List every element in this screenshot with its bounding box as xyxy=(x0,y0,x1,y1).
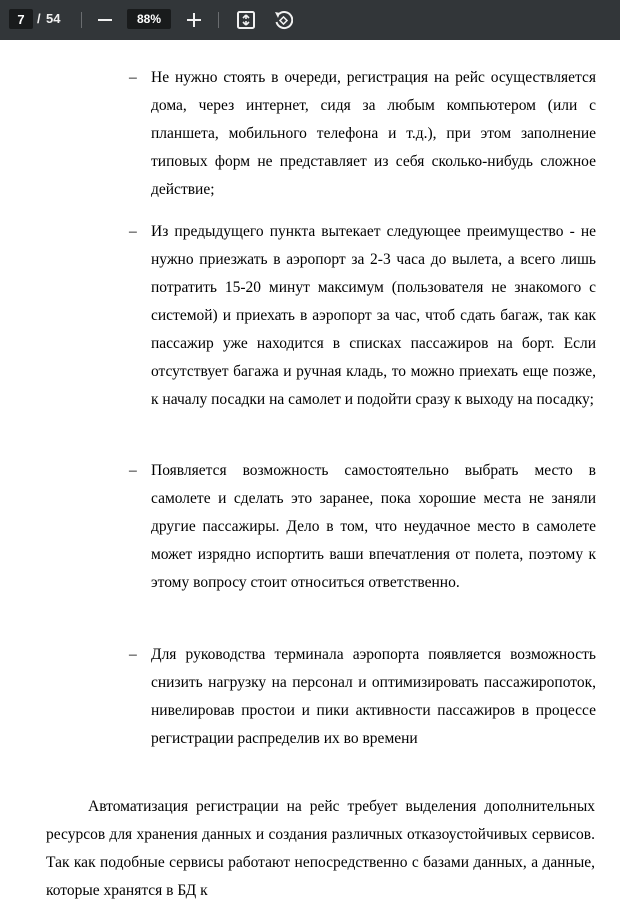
toolbar-divider xyxy=(81,12,82,28)
body-paragraph: Автоматизация регистрации на рейс требует выделения дополнительных ресурсов для хранения данных и создания различных отказоустойчивых сервисов. Так как подобные сервисы работают непосредственно с базами данных, а данные, которые хранятся в БД к xyxy=(46,798,595,899)
bullet-item: Из предыдущего пункта вытекает следующее преимущество - не нужно приезжать в аэропорт за 2-3 часа до вылета, а всего лишь потратить 15-20 минут максимум (пользователя не знакомого с системой) и приехать в аэропорт за час, чтоб сдать багаж, так как пассажир уже находится в списках пассажиров на борт. Если отсутствует багажа и ручная кладь, то можно приехать еще позже, к началу посадки на самолет и подойти сразу к выходу на посадку; xyxy=(151,223,596,408)
toolbar-divider xyxy=(218,12,219,28)
pdf-toolbar xyxy=(0,0,620,40)
bullet-dash: – xyxy=(129,462,137,479)
bullet-item: Для руководства терминала аэропорта появляется возможность снизить нагрузку на персонал и оптимизировать пассажиропоток, нивелировав простои и пики активности пассажиров в процессе регистрации распределив их во времени xyxy=(151,646,596,747)
zoom-level-input[interactable]: 88% xyxy=(127,9,171,29)
bullet-dash: – xyxy=(129,69,137,86)
zoom-in-icon[interactable] xyxy=(182,8,206,32)
bullet-item: Не нужно стоять в очереди, регистрация на рейс осуществляется дома, через интернет, сидя за любым компьютером (или с планшета, мобильного телефона и т.д.), при этом заполнение типовых форм не представляет из себя сколько-нибудь сложное действие; xyxy=(151,69,596,198)
total-pages: 54 xyxy=(46,11,61,26)
zoom-out-icon[interactable] xyxy=(93,8,117,32)
document-page xyxy=(0,40,620,906)
bullet-dash: – xyxy=(129,646,137,663)
page-number-input[interactable]: 7 xyxy=(9,9,33,29)
bullet-item: Появляется возможность самостоятельно выбрать место в самолете и сделать это заранее, пока хорошие места не заняли другие пассажиры. Дело в том, что неудачное место в самолете может изрядно испортить ваши впечатления от полета, поэтому к этому вопросу стоит относиться ответственно. xyxy=(151,462,596,591)
fit-page-icon[interactable] xyxy=(234,8,258,32)
rotate-icon[interactable] xyxy=(271,8,295,32)
bullet-dash: – xyxy=(129,223,137,240)
page-separator: / xyxy=(37,11,41,26)
